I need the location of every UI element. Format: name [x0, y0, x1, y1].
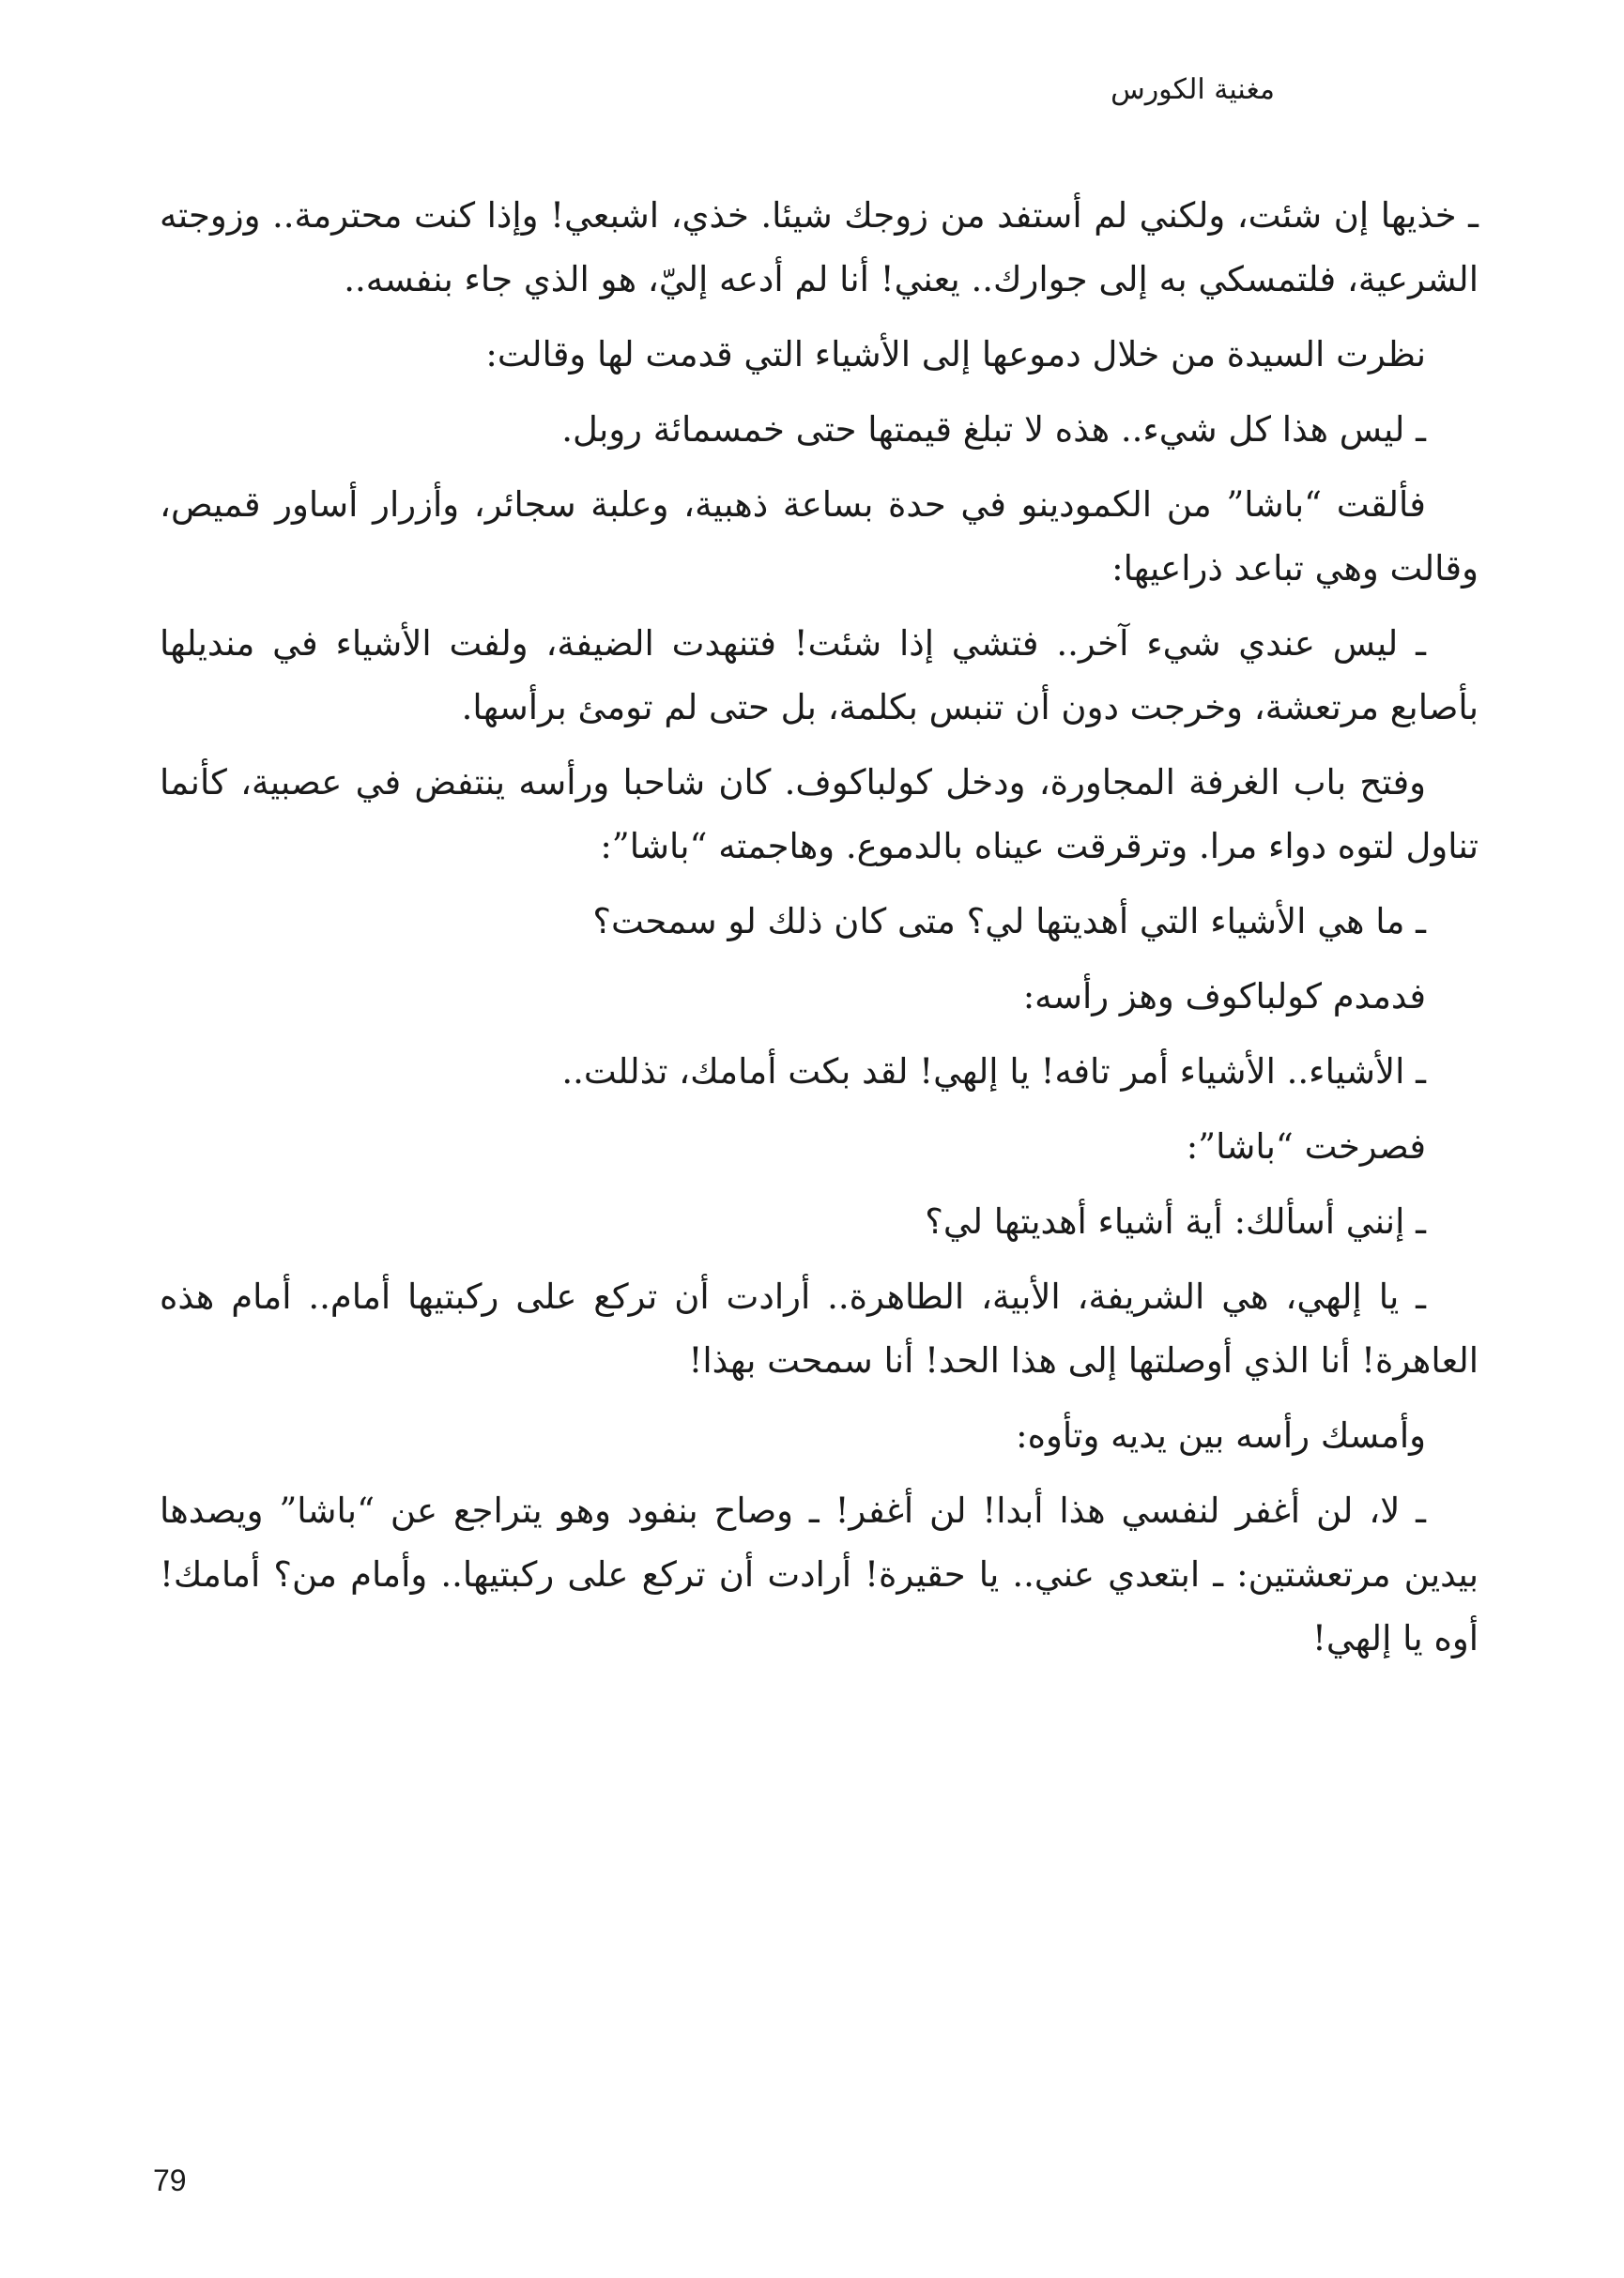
paragraph: فألقت “باشا” من الكمودينو في حدة بساعة ذهبية، وعلبة سجائر، وأزرار أساور قميص، وقالت وهي تباعد ذراعيها:	[160, 484, 1478, 589]
paragraph: ـ خذيها إن شئت، ولكني لم أستفد من زوجك شيئا. خذي، اشبعي! وإذا كنت محترمة.. وزوجته الشرعية، فلتمسكي به إلى جوارك.. يعني! أنا لم أدعه إليّ، هو الذي جاء بنفسه..	[160, 195, 1478, 299]
paragraph: ـ إنني أسألك: أية أشياء أهديتها لي؟	[925, 1201, 1426, 1242]
paragraph: نظرت السيدة من خلال دموعها إلى الأشياء التي قدمت لها وقالت:	[485, 334, 1426, 375]
page-number: 79	[153, 2163, 187, 2197]
paragraph: وفتح باب الغرفة المجاورة، ودخل كولباكوف. كان شاحبا ورأسه ينتفض في عصبية، كأنما تناول لتوه دواء مرا. وترقرقت عيناه بالدموع. وهاجمته “باشا”:	[160, 762, 1478, 866]
paragraph: ـ ما هي الأشياء التي أهديتها لي؟ متى كان ذلك لو سمحت؟	[592, 901, 1426, 941]
paragraph: ـ ليس هذا كل شيء.. هذه لا تبلغ قيمتها حتى خمسمائة روبل.	[561, 409, 1426, 450]
body-text	[160, 184, 1478, 1682]
paragraph: ـ يا إلهي، هي الشريفة، الأبية، الطاهرة.. أرادت أن تركع على ركبتيها أمام.. أمام هذه العاهرة! أنا الذي أوصلتها إلى هذا الحد! أنا سمحت بهذا!	[160, 1277, 1478, 1381]
paragraph: ـ ليس عندي شيء آخر.. فتشي إذا شئت! فتنهدت الضيفة، ولفت الأشياء في منديلها بأصابع مرتعشة، وخرجت دون أن تنبس بكلمة، بل حتى لم تومئ برأسها.	[160, 623, 1478, 727]
paragraph: وأمسك رأسه بين يديه وتأوه:	[1016, 1415, 1426, 1456]
paragraph: ـ لا، لن أغفر لنفسي هذا أبدا! لن أغفر! ـ وصاح بنفود وهو يتراجع عن “باشا” ويصدها بيدين مرتعشتين: ـ ابتعدي عني.. يا حقيرة! أرادت أن تركع على ركبتيها.. وأمام من؟ أمامك! أوه يا إلهي!	[160, 1491, 1478, 1659]
paragraph: فصرخت “باشا”:	[1186, 1126, 1426, 1167]
paragraph: ـ الأشياء.. الأشياء أمر تافه! يا إلهي! لقد بكت أمامك، تذللت..	[561, 1051, 1426, 1092]
paragraph: فدمدم كولباكوف وهز رأسه:	[1022, 976, 1426, 1017]
running-header: مغنية الكورس	[1111, 73, 1275, 106]
